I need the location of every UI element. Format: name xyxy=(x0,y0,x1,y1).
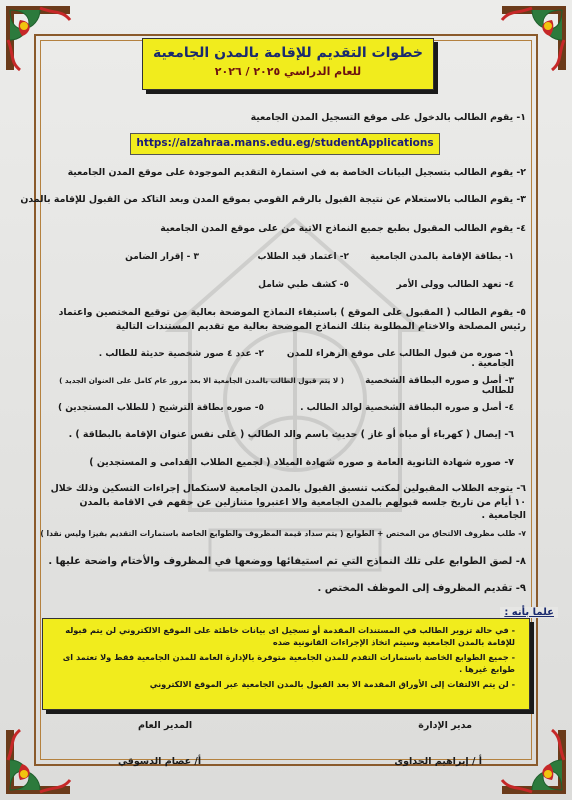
notes-title: علما بأنه : xyxy=(500,607,558,618)
note-item: - لن يتم الالتفات إلى الأوراق المقدمة الا بعد القبول بالمدن الجامعية عبر الموقع الالكتروني xyxy=(149,678,515,689)
signature-name-department-manager: أ / إبراهيم الجداوى xyxy=(394,756,482,767)
note-item: - جميع الطوابع الخاصة باستمارات التقدم للمدن الجامعية متوفرة بالإدارة العامة للمدن الجامعية فقط ولا تعتمد اى طوابع غيرها . xyxy=(62,651,515,674)
doc-item: ١- صوره من قبول الطالب على موقع الزهراء للمدن الجامعية . xyxy=(286,349,514,369)
forms-row-1 xyxy=(46,252,514,262)
doc-item: ٣- أصل و صوره البطاقة الشخصية للطالب xyxy=(365,376,514,396)
form-item: ١- بطاقة الإقامة بالمدن الجامعية xyxy=(370,252,514,262)
application-url-link[interactable]: https://alzahraa.mans.edu.eg/studentApplications xyxy=(130,133,440,155)
step-4: ٤- يقوم الطالب المقبول بطبع جميع النماذج الاتية من على موقع المدن الجامعية xyxy=(160,223,526,234)
academic-year: للعام الدراسي ٢٠٢٥ / ٢٠٢٦ xyxy=(214,65,362,78)
docs-row-3 xyxy=(46,403,514,413)
doc-item: ٤- أصل و صوره البطاقة الشخصية لوالد الطالب . xyxy=(300,403,514,413)
step-6: ٦- يتوجه الطلاب المقبولين لمكتب تنسيق القبول بالمدن الجامعية لاستكمال إجراءات التسكين وذلك خلال ١٠ أيام من تاريخ جلسه قبولهم بالمدن الجامعية والا اعتبروا متنازلين عن حقهم في الاقامة بالمدن الجامعية . xyxy=(50,483,526,522)
doc-item: ٧- صوره شهادة الثانوية العامة و صوره شهادة الميلاد ( لجميع الطلاب القدامى و المستجدين ) xyxy=(89,457,514,468)
step-9: ٩- تقديم المظروف إلى الموظف المختص . xyxy=(317,583,526,594)
doc-item-note: ( لا يتم قبول الطالب بالمدن الجامعية الا بعد مرور عام كامل على العنوان الجديد ) xyxy=(59,376,344,385)
signature-title-general-manager: المدير العام xyxy=(138,720,193,731)
doc-item: ٦- إيصال ( كهرباء أو مياه أو غاز ) حديث باسم والد الطالب ( على نفس عنوان الإقامة بالبطاقة ) . xyxy=(68,429,514,440)
step-5: ٥- يقوم الطالب ( المقبول على الموقع ) باستيفاء النماذج الموضحة بعالية من توقيع المختصين واعتماد رئيس المصلحة والاختام المطلوبة بتلك النماذج الموضحة بعالية مع تقديم المستندات التالية xyxy=(58,307,526,332)
page-title: خطوات التقديم للإقامة بالمدن الجامعية xyxy=(153,45,423,61)
step-8: ٨- لصق الطوابع على تلك النماذج التي تم استيفائها ووضعها في المظروف والأختام واضحة عليها . xyxy=(48,556,526,567)
form-item: ٤- تعهد الطالب وولى الأمر xyxy=(396,280,514,290)
doc-item: ٢- عدد ٤ صور شخصية حديثة للطالب . xyxy=(98,349,264,359)
form-item: ٢- اعتماد قيد الطلاب xyxy=(257,252,349,262)
step-3: ٣- يقوم الطالب بالاستعلام عن نتيجة القبول بالرقم القومي بموقع المدن وبعد التاكد من القبول للإقامة بالمدن xyxy=(20,194,526,205)
forms-row-2 xyxy=(46,280,514,290)
step-2: ٢- يقوم الطالب بتسجيل البيانات الخاصة به في استمارة التقديم الموجودة على موقع المدن الجامعية xyxy=(67,167,526,178)
notes-box xyxy=(42,618,530,710)
docs-row-1 xyxy=(46,349,514,369)
form-item: ٥- كشف طبي شامل xyxy=(258,280,349,290)
note-item: - في حالة تزوير الطالب في المستندات المقدمة أو تسجيل اى بيانات خاطئة على الموقع الالكتروني لن يتم قبوله للإقامة بالمدن الجامعية وسيتم اتخاذ الإجراءات القانونية ضده xyxy=(65,625,515,647)
doc-item: ٥- صوره بطاقة الترشيح ( للطلاب المستجدين ) xyxy=(57,403,264,413)
signature-title-department-manager: مدير الإدارة xyxy=(418,720,472,731)
title-box xyxy=(142,38,434,90)
step-7: ٧- طلب مظروف الالتحاق من المختص + الطوابع ( يتم سداد قيمة المظروف والطوابع الخاصة باستمارات التقديم بفيزا وليس نقدا ) xyxy=(40,529,526,538)
step-1: ١- يقوم الطالب بالدخول على موقع التسجيل المدن الجامعية xyxy=(250,112,526,123)
form-item: ٣ - إقرار الضامن xyxy=(125,252,199,262)
signature-name-general-manager: أ/ عصام الدسوقي xyxy=(118,756,202,767)
docs-row-2 xyxy=(46,376,514,396)
